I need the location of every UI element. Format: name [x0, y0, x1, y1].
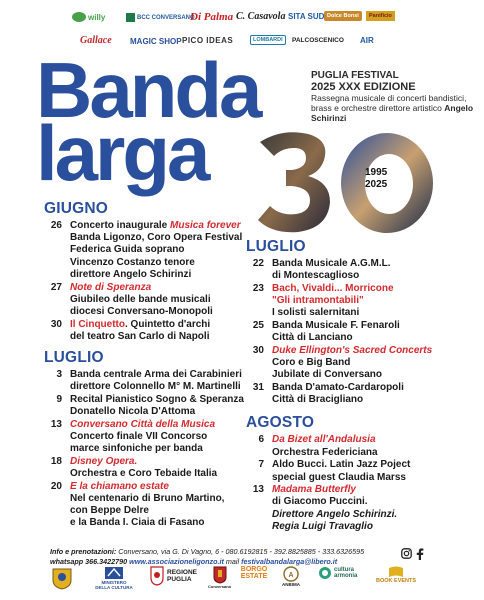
book-events-logo: BOOK EVENTS [376, 566, 416, 584]
instagram-icon[interactable] [401, 548, 412, 562]
anniversary-graphic [252, 128, 438, 236]
event-day: 25 [252, 320, 264, 332]
event-day: 3 [56, 369, 62, 381]
event-item [44, 394, 259, 418]
event-body: Concerto inaugurale Musica forever Banda Ligonzo, Coro Opera Festival Federica Guida soprano Vincenzo Costanzo tenore direttore Angelo Schirinzi [70, 220, 243, 280]
thirty-artwork [252, 128, 438, 236]
event-day: 18 [50, 455, 62, 467]
sponsor-sita-logo: SITA SUD [288, 12, 325, 21]
event-item [246, 382, 476, 406]
sponsor-magicshop-logo: MAGIC SHOP [130, 37, 182, 46]
event-body: E la chiamano estate Nel centenario di Bruno Martino, con Beppe Delre e la Banda I. Ciaia di Fasano [70, 480, 225, 529]
event-item [246, 283, 476, 320]
event-item [246, 484, 476, 533]
festival-name: PUGLIA FESTIVAL [311, 70, 399, 81]
event-day: 20 [50, 480, 62, 492]
event-body: Aldo Bucci. Latin Jazz Poject special guest Claudia Marss [272, 459, 411, 483]
event-item [246, 434, 476, 458]
programme-right-column [246, 238, 476, 534]
event-body: Conversano Città della Musica Concerto finale VII Concorso marce sinfoniche per banda [70, 418, 216, 455]
event-day: 26 [50, 220, 62, 231]
event-body: Banda centrale Arma dei Carabinieri direttore Colonnello M° M. Martinelli [70, 369, 242, 393]
digit-three-shape [258, 132, 330, 232]
event-body: Il Cinquetto. Quintetto d'archi del teatro San Carlo di Napoli [70, 318, 211, 342]
contact-info: Info e prenotazioni: Conversano, via G. Di Vagno, 6 - 080.6192815 - 392.8825885 - 333.6326595 whatsapp 366.3422790 www.associazioneligonzo.it mail festivalbandalarga@libero.it [50, 547, 365, 566]
sponsor-air-logo: AIR [360, 36, 374, 45]
sponsor-bcc-logo: BCC CONVERSANO [126, 13, 195, 22]
event-item [44, 282, 259, 319]
event-item [44, 456, 259, 480]
festival-edition: 2025 XXX EDIZIONE [311, 81, 416, 93]
sponsor-lombardi-logo: LOMBARDI [250, 35, 286, 45]
svg-text:A: A [288, 572, 294, 579]
event-body: Banda Musicale A.G.M.L. di Montescaglioso [272, 258, 391, 282]
email-link[interactable]: festivalbandalarga@libero.it [241, 556, 338, 566]
sponsor-palcoscenico-logo: PALCOSCENICO [292, 37, 344, 44]
event-body: Recital Pianistico Sogno & Speranza Donatello Nicola D'Attoma [70, 393, 244, 418]
event-day: 30 [252, 344, 264, 356]
institutional-logos [50, 566, 430, 598]
programme-left-column [44, 200, 259, 530]
event-day: 31 [252, 382, 264, 394]
year-end: 2025 [365, 178, 388, 190]
sponsor-dolce-logo: Dolce Bonsi [324, 11, 362, 21]
event-item [246, 320, 476, 344]
month-heading-agosto: AGOSTO [246, 414, 315, 432]
event-day: 6 [258, 434, 264, 446]
title-line-2: larga [36, 108, 208, 197]
event-body: Da Bizet all'Andalusia Orchestra Federiciana [272, 434, 378, 458]
event-item [246, 258, 476, 282]
event-day: 13 [252, 484, 264, 496]
regione-puglia-logo: REGIONE PUGLIA [150, 566, 201, 586]
event-day: 7 [258, 459, 264, 471]
sponsor-dipalma-logo: Di Palma [190, 11, 234, 23]
month-heading-luglio: LUGLIO [44, 349, 104, 367]
month-heading-giugno: GIUGNO [44, 200, 109, 217]
event-item [44, 419, 259, 456]
website-link[interactable]: www.associazioneligonzo.it [129, 556, 224, 566]
event-body: Note di Speranza Giubileo delle bande musicali diocesi Conversano-Monopoli [70, 281, 213, 317]
sponsor-gallace-logo: Gallace [80, 35, 112, 46]
event-body: Banda Musicale F. Fenaroli Città di Lanciano [272, 320, 400, 344]
festival-director: Angelo Schirinzi [311, 103, 474, 124]
title-line-1: Banda [36, 46, 260, 134]
month-heading-luglio-right: LUGLIO [246, 238, 306, 255]
event-body: Duke Ellington's Sacred Concerts Coro e Big Band Jubilate di Conversano [272, 344, 433, 381]
borgo-estate-logo: BORGO ESTATE [240, 566, 268, 580]
festival-info [311, 70, 477, 123]
conversano-logo: Conversano [208, 566, 231, 589]
event-day: 13 [50, 418, 62, 430]
event-day: 30 [50, 318, 62, 330]
sponsor-willy-logo: willy [72, 12, 105, 22]
sponsor-casavola-logo: C. Casavola [236, 11, 286, 22]
event-body: Bach, Vivaldi... Morricone "Gli intramontabili" I solisti salernitani [272, 282, 394, 319]
year-start: 1995 [365, 167, 388, 178]
event-item [246, 345, 476, 382]
event-item [44, 319, 259, 343]
event-body: Madama Butterfly di Giacomo Puccini. Direttore Angelo Schirinzi. Regia Luigi Travaglio [272, 484, 398, 532]
cultura-armonia-logo: cultura armonia [318, 566, 368, 580]
event-item [246, 459, 476, 483]
event-body: Disney Opera. Orchestra e Coro Tebaide Italia [70, 455, 218, 480]
festival-description: Rassegna musicale di concerti bandistici, brass e orchestre direttore artistico Angelo Schirinzi [311, 93, 474, 124]
sponsor-panificio-logo: Panificio [366, 11, 395, 21]
event-day: 23 [252, 282, 264, 294]
sponsor-picoideas-logo: PICO IDEAS [182, 36, 234, 45]
event-day: 27 [50, 281, 62, 293]
ministry-logo: MINISTERO DELLA CULTURA [94, 566, 134, 590]
event-body: Banda D'amato-Cardaropoli Città di Bracigliano [272, 382, 404, 406]
event-day: 22 [252, 258, 264, 269]
event-day: 9 [56, 393, 62, 405]
anbima-crest-logo [50, 566, 74, 590]
event-item [44, 220, 259, 281]
event-item [44, 481, 259, 530]
event-item [44, 369, 259, 393]
anbima-logo: A ANBIMA [282, 566, 300, 587]
anniversary-years [365, 167, 387, 190]
facebook-icon[interactable] [416, 548, 424, 563]
